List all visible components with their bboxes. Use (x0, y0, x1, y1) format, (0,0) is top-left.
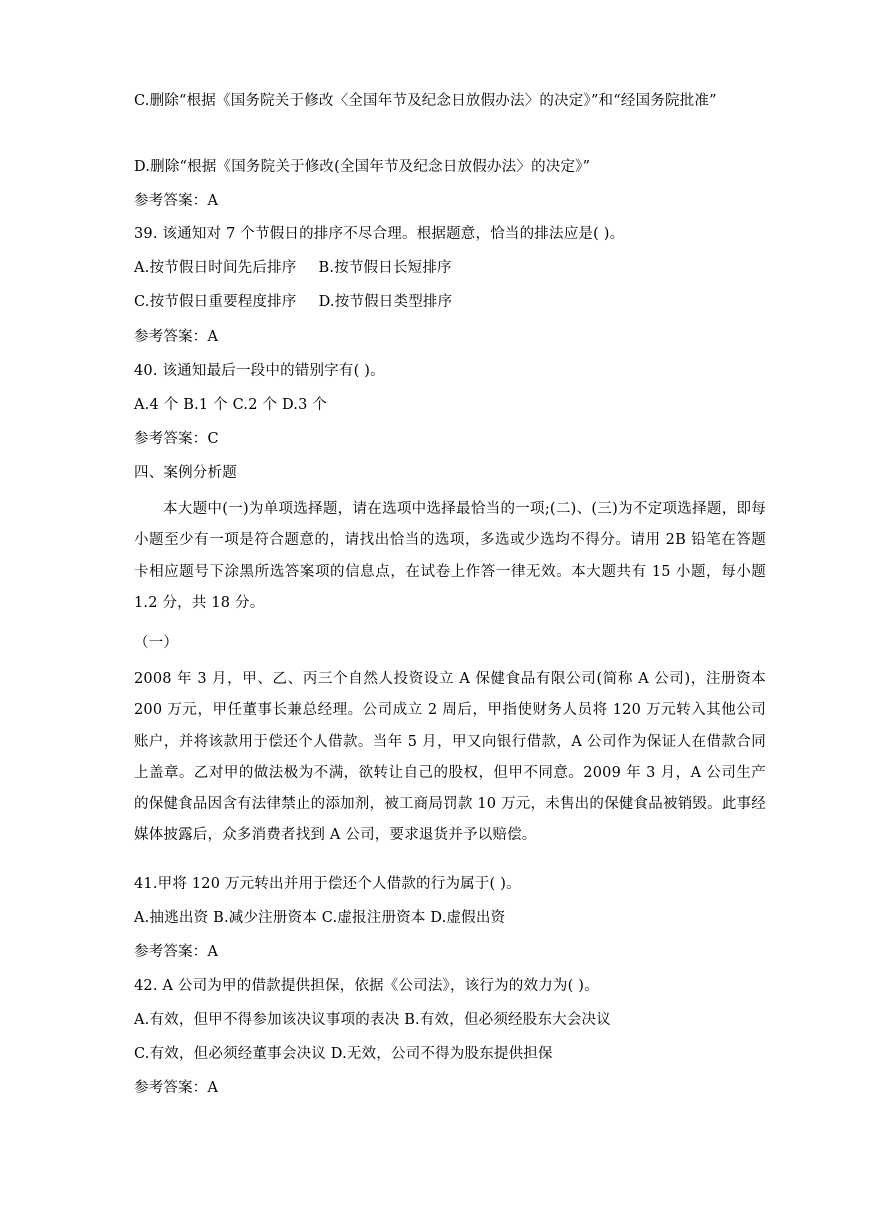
q41-options: A.抽逃出资 B.减少注册资本 C.虚报注册资本 D.虚假出资 (134, 910, 506, 926)
answer-39: 参考答案：A (134, 329, 219, 345)
question-40: 40. 该通知最后一段中的错别字有( )。 (134, 363, 385, 379)
option-c-line: C.删除“根据《国务院关于修改〈全国年节及纪念日放假办法〉的决定》”和“经国务院批准” (134, 93, 717, 109)
option-d-line: D.删除“根据《国务院关于修改(全国年节及纪念日放假办法〉的决定》” (134, 159, 591, 175)
question-39: 39. 该通知对 7 个节假日的排序不尽合理。根据题意，恰当的排法应是( )。 (134, 226, 625, 242)
q39-option-d: D.按节假日类型排序 (318, 294, 453, 310)
question-41: 41.甲将 120 万元转出并用于偿还个人借款的行为属于( )。 (134, 876, 521, 892)
answer-40: 参考答案：C (134, 431, 219, 447)
q40-options: A.4 个 B.1 个 C.2 个 D.3 个 (134, 397, 328, 413)
q39-options-cd (134, 292, 452, 312)
q39-option-a: A.按节假日时间先后排序 (134, 260, 297, 276)
case-paragraph: 2008 年 3 月，甲、乙、丙三个自然人投资设立 A 保健食品有限公司(简称 A 公司)，注册资本 200 万元，甲任董事长兼总经理。公司成立 2 周后，甲指使财务人员将 120 万元转入其他公司账户，并将该款用于偿还个人借款。当年 5 月，甲又向银行借款，A 公司作为保证人在借款合同上盖章。乙对甲的做法极为不满，欲转让自己的股权，但甲不同意。2009 年 3 月，A 公司生产的保健食品因含有法律禁止的添加剂，被工商局罚款 10 万元，未售出的保健食品被销毁。此事经媒体披露后，众多消费者找到 A 公司，要求退货并予以赔偿。 (134, 671, 766, 844)
answer-41: 参考答案：A (134, 944, 219, 960)
answer-42: 参考答案：A (134, 1080, 219, 1096)
question-42: 42. A 公司为甲的借款提供担保，依据《公司法》，该行为的效力为( )。 (134, 978, 599, 994)
q39-option-b: B.按节假日长短排序 (318, 260, 452, 276)
subsection-one: （一） (134, 635, 179, 651)
section-heading-case-analysis: 四、案例分析题 (134, 465, 237, 481)
q39-options-ab (134, 258, 452, 278)
q42-options-cd: C.有效，但必须经董事会决议 D.无效，公司不得为股东提供担保 (134, 1046, 553, 1062)
answer-38: 参考答案：A (134, 193, 219, 209)
q39-option-c: C.按节假日重要程度排序 (134, 294, 297, 310)
q42-options-ab: A.有效，但甲不得参加该决议事项的表决 B.有效，但必须经股东大会决议 (134, 1012, 611, 1028)
instructions-paragraph: 本大题中(一)为单项选择题，请在选项中选择最恰当的一项;(二)、(三)为不定项选择题，即每小题至少有一项是符合题意的，请找出恰当的选项，多选或少选均不得分。请用 2B 铅笔在答题卡相应题号下涂黑所选答案项的信息点，在试卷上作答一律无效。本大题共有 15 小题，每小题 1.2 分，共 18 分。 (134, 501, 766, 611)
